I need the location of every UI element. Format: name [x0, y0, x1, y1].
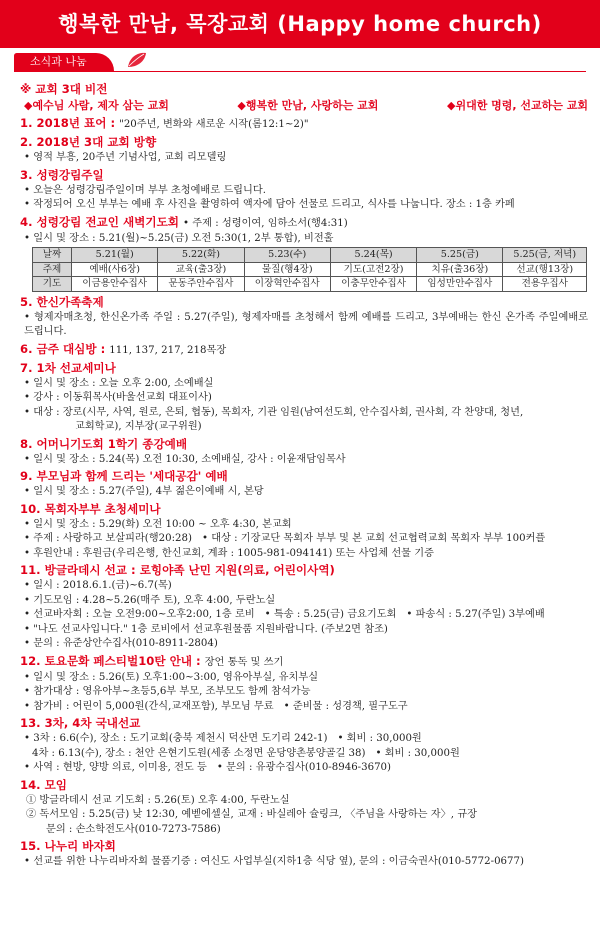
list-item: • 오늘은 성령강림주일이며 부부 초청예배로 드립니다.: [24, 184, 266, 196]
list-item: • 일시 및 장소 : 5.27(주일), 4부 젊은이예배 시, 본당: [24, 486, 264, 497]
section-9-heading: 9. 부모님과 함께 드리는 '세대공감' 예배: [20, 469, 228, 483]
section-7-heading: 7. 1차 선교세미나: [20, 360, 116, 375]
section-13-heading: 13. 3차, 4차 국내선교: [20, 716, 141, 730]
list-item: • 작정되어 오신 부부는 예배 후 사진을 촬영하여 액자에 담아 선물로 드리고, 식사를 나눕니다. 장소 : 1층 카페: [24, 199, 515, 210]
visitation-list: 111, 137, 217, 218목장: [109, 344, 227, 356]
vision-item: ◆예수님 사람, 제자 삼는 교회: [24, 99, 169, 112]
list-item-continuation: 문의 : 손소학전도사(010-7273-7586): [46, 823, 221, 835]
table-cell: 예배(사6장): [72, 262, 158, 277]
vision-heading: ※ 교회 3대 비전: [20, 82, 108, 96]
section-8-heading: 8. 어머니기도회 1학기 종강예배: [20, 436, 188, 451]
table-cell: 5.22(화): [158, 248, 244, 263]
table-cell: 5.25(금): [417, 248, 503, 263]
table-cell: 임성만안수집사: [417, 277, 503, 292]
section-6-heading: 6. 금주 대심방 : 111, 137, 217, 218목장: [20, 341, 227, 356]
table-cell: 기도(고전2장): [330, 262, 416, 277]
vision-item: ◆행복한 만남, 사랑하는 교회: [237, 99, 379, 112]
vision-item: ◆위대한 명령, 선교하는 교회: [446, 99, 588, 112]
table-cell: 이금용안수집사: [72, 277, 158, 292]
list-item: • 참가대상 : 영유아부~초등5,6부 부모, 조부모도 함께 참석가능: [24, 686, 311, 697]
table-cell: 선교(행13장): [503, 262, 587, 277]
table-cell: 기도: [33, 277, 72, 292]
table-cell: 치유(출36장): [417, 262, 503, 277]
list-item: • 강사 : 이동휘목사(바울선교회 대표이사): [24, 392, 212, 403]
list-item: • 일시 : 2018.6.1.(금)~6.7(목): [24, 580, 172, 591]
section-4-heading: 4. 성령강림 전교인 새벽기도회 • 주제 : 성령이여, 임하소서(행4:31): [20, 214, 348, 229]
section-1-heading: 1. 2018년 표어 : "20주년, 변화와 새로운 시작(롬12:1~2)": [20, 116, 309, 130]
list-item: • "나도 선교사입니다." 1층 로비에서 선교후원물품 지원바랍니다. (주보2면 참조): [24, 623, 388, 635]
table-cell: 교육(출3장): [158, 262, 244, 277]
list-item: • 3차 : 6.6(수), 장소 : 도기교회(충북 제천시 덕산면 도기리 242-1) • 회비 : 30,000원: [24, 733, 422, 744]
theme-text: • 주제 : 성령이여, 임하소서(행4:31): [183, 217, 348, 229]
table-cell: 날짜: [33, 248, 72, 263]
bulletin-content: [20, 80, 588, 870]
list-item: • 일시 및 장소 : 5.24(목) 오전 10:30, 소예배실, 강사 : 이윤재담임목사: [24, 453, 346, 465]
section-3-heading: 3. 성령강림주일: [20, 167, 104, 182]
leaf-icon: [126, 51, 148, 69]
section-bar: [14, 57, 586, 72]
section-5-heading: 5. 한신가족축제: [20, 294, 104, 309]
list-item: • 문의 : 유준상안수집사(010-8911-2804): [24, 638, 218, 649]
list-item: • 일시 및 장소 : 오늘 오후 2:00, 소예배실: [24, 377, 214, 389]
paragraph: • 형제자매초청, 한신온가족 주일 : 5.27(주일), 형제자매를 초청해서 함께 예배를 드리고, 3부예배는 한신 온가족 주일예배로 드립니다.: [24, 311, 588, 337]
list-item-continuation: 교회학교), 지부장(교구위원): [75, 421, 202, 432]
section-2-heading: 2. 2018년 3대 교회 방향: [20, 135, 157, 149]
table-cell: 물질(행4장): [244, 262, 330, 277]
list-item: • 대상 : 장로(시무, 사역, 원로, 은퇴, 협동), 목회자, 기관 임원(남여선도회, 안수집사회, 권사회, 각 찬양대, 청년,: [24, 406, 524, 418]
list-item: • 참가비 : 어린이 5,000원(간식,교재포함), 부모님 무료 • 준비물 : 성경책, 필구도구: [24, 700, 408, 712]
table-cell: 문동주안수집사: [158, 277, 244, 292]
table-cell: 5.21(월): [72, 248, 158, 263]
table-cell: 전용우집사: [503, 277, 587, 292]
list-item: ① 방글라데시 선교 기도회 : 5.26(토) 오후 4:00, 두란노실: [26, 794, 290, 806]
list-item: • 후원안내 : 후원금(우리은행, 한신교회, 계좌 : 1005-981-094141) 또는 사업체 선물 기증: [24, 547, 434, 559]
table-cell: 이충무안수집사: [330, 277, 416, 292]
section-10-heading: 10. 목회자부부 초청세미나: [20, 501, 161, 516]
table-header-row: [33, 248, 587, 263]
list-item: • 일시 및 장소 : 5.26(토) 오후1:00~3:00, 영유아부실, 유치부실: [24, 671, 319, 683]
list-item: • 영적 부흥, 20주년 기념사업, 교회 리모델링: [24, 152, 227, 163]
list-item: • 일시 및 장소 : 5.29(화) 오전 10:00 ~ 오후 4:30, 본교회: [24, 518, 292, 530]
table-cell: 5.23(수): [244, 248, 330, 263]
list-item: • 선교바자회 : 오늘 오전9:00~오후2:00, 1층 로비 • 특송 : 5.25(금) 금요기도회 • 파송식 : 5.27(주일) 3부예배: [24, 609, 545, 620]
table-row: [33, 262, 587, 277]
list-item: 4차 : 6.13(수), 장소 : 천안 은현기도원(세종 소정면 운당양촌봉양골길 38) • 회비 : 30,000원: [32, 747, 460, 759]
table-cell: 5.25(금, 저녁): [503, 248, 587, 263]
title-banner: [0, 0, 600, 48]
section-14-heading: 14. 모임: [20, 777, 67, 792]
list-item: • 선교를 위한 나누리바자회 물품기증 : 여신도 사업부실(지하1층 식당 옆), 문의 : 이금숙권사(010-5772-0677): [24, 856, 524, 867]
prayer-schedule-table: [32, 247, 587, 292]
table-row: [33, 277, 587, 292]
section-tab: 소식과 나눔: [14, 53, 114, 71]
list-item: • 사역 : 현방, 양방 의료, 이미용, 전도 등 • 문의 : 유광수집사(010-8946-3670): [24, 762, 392, 773]
section-11-heading: 11. 방글라데시 선교 : 로힝야족 난민 지원(의료, 어린이사역): [20, 563, 335, 577]
list-item: • 일시 및 장소 : 5.21(월)~5.25(금) 오전 5:30(1, 2부 통합), 비전홀: [24, 232, 334, 244]
list-item: • 기도모임 : 4.28~5.26(매주 토), 오후 4:00, 두란노실: [24, 594, 276, 606]
table-cell: 이장혁안수집사: [244, 277, 330, 292]
list-item: ② 독서모임 : 5.25(금) 낮 12:30, 예벧에셀실, 교재 : 바실레아 슐링크, 〈주님을 사랑하는 자〉, 규장: [26, 809, 477, 820]
list-item: • 주제 : 사랑하고 보살피라(행20:28) • 대상 : 기장교단 목회자 부부 및 본 교회 선교협력교회 목회자 부부 100커플: [24, 533, 546, 544]
motto-text: "20주년, 변화와 새로운 시작(롬12:1~2)": [119, 119, 309, 130]
page-title: 행복한 만남, 목장교회 (Happy home church): [58, 12, 542, 36]
table-cell: 5.24(목): [330, 248, 416, 263]
section-12-heading: 12. 토요문화 페스티벌10탄 안내 : 장언 통독 및 쓰기: [20, 653, 284, 668]
vision-list: [20, 98, 588, 114]
table-cell: 주제: [33, 262, 72, 277]
section-15-heading: 15. 나누리 바자회: [20, 839, 116, 853]
